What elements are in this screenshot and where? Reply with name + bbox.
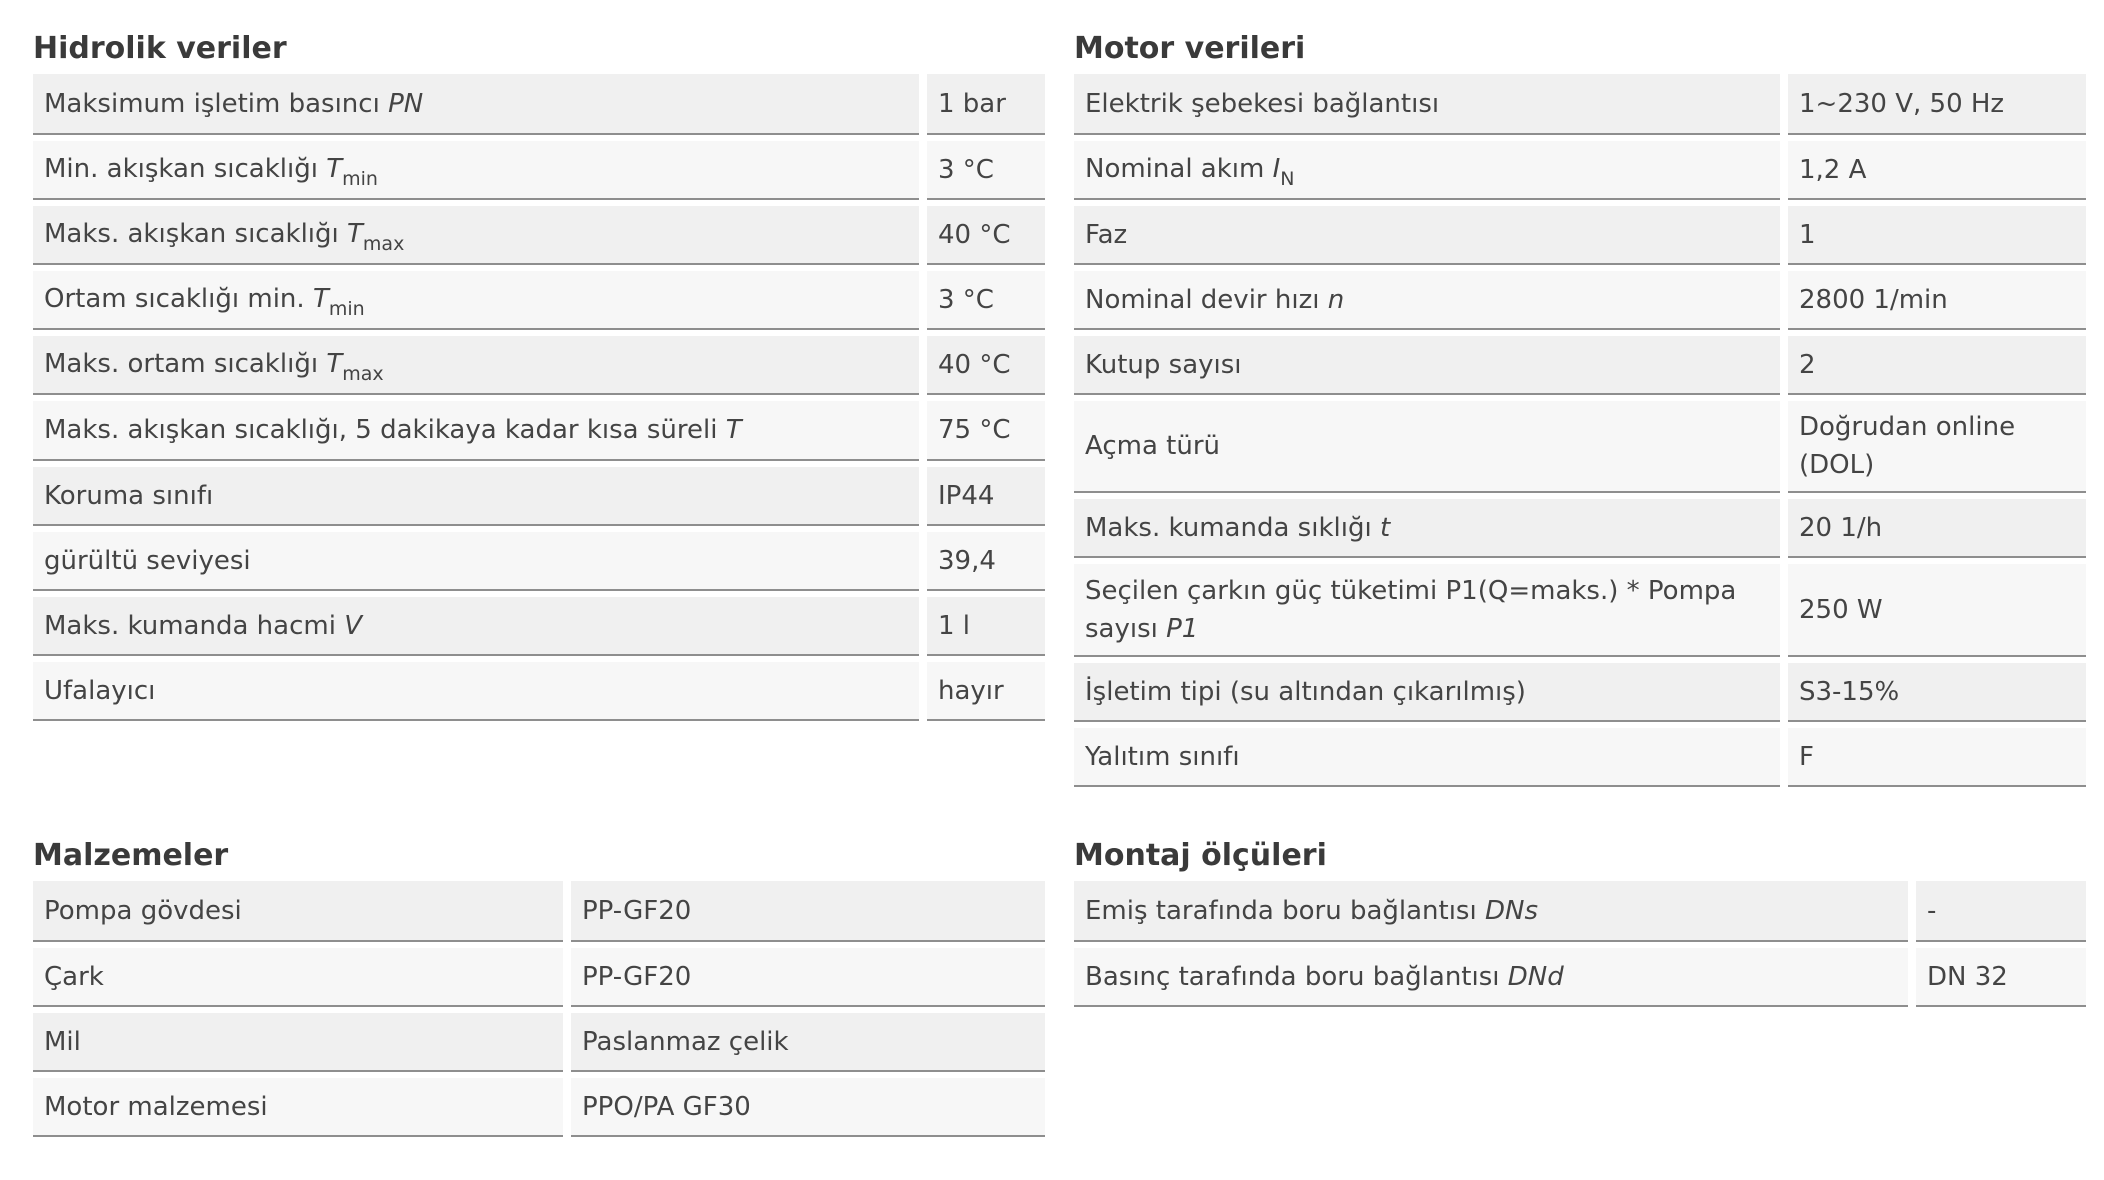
- row-value: 20 1/h: [1788, 499, 2086, 558]
- label-text: Motor malzemesi: [44, 1091, 268, 1122]
- row-label: [33, 1078, 563, 1137]
- symbol-subscript: min: [328, 297, 365, 320]
- mounting-table: [1074, 881, 2086, 1007]
- label-text: Kutup sayısı: [1085, 349, 1242, 380]
- table-row: [1074, 942, 2086, 1007]
- label-text: Açma türü: [1085, 431, 1220, 461]
- row-value: 40 °C: [927, 336, 1045, 395]
- label-text: gürültü seviyesi: [44, 545, 251, 576]
- label-text: Emiş tarafında boru bağlantısı: [1085, 895, 1477, 926]
- row-label: [1074, 74, 1780, 135]
- table-row: [33, 330, 1045, 395]
- table-row: [1074, 74, 2086, 135]
- label-text: Maks. ortam sıcaklığı: [44, 348, 319, 379]
- table-row: [33, 942, 1045, 1007]
- section-title: Malzemeler: [33, 838, 229, 873]
- label-text: Min. akışkan sıcaklığı: [44, 153, 318, 184]
- hydraulic-section: [33, 24, 1045, 721]
- label-text: Faz: [1085, 219, 1128, 250]
- symbol-subscript: N: [1280, 167, 1295, 190]
- symbol: T: [725, 415, 742, 445]
- row-label: [1074, 881, 1908, 942]
- row-value: 2800 1/min: [1788, 271, 2086, 330]
- row-value: 1: [1788, 206, 2086, 265]
- row-value: 1 bar: [927, 74, 1045, 135]
- row-label: [33, 467, 919, 526]
- row-label: [33, 532, 919, 591]
- mounting-section: [1074, 831, 2086, 1007]
- table-row: [1074, 395, 2086, 493]
- row-label: [33, 662, 919, 721]
- symbol-subscript: max: [342, 362, 384, 385]
- label-text: Pompa gövdesi: [44, 895, 242, 926]
- symbol: DNd: [1507, 961, 1564, 992]
- row-label: [33, 206, 919, 265]
- label-text: Seçilen çarkın güç tüketimi P1(Q=maks.) * Pompa sayısı: [1085, 575, 1737, 644]
- symbol: DNs: [1484, 895, 1538, 926]
- hydraulic-table: [33, 74, 1045, 721]
- row-value: PP-GF20: [571, 948, 1045, 1007]
- table-row: [1074, 330, 2086, 395]
- section-title: Montaj ölçüleri: [1074, 838, 1327, 873]
- label-text: Maks. kumanda sıklığı: [1085, 512, 1372, 543]
- row-label: [1074, 271, 1780, 330]
- table-row: [33, 526, 1045, 591]
- row-label: [1074, 206, 1780, 265]
- row-value: 40 °C: [927, 206, 1045, 265]
- symbol: P1: [1166, 613, 1199, 644]
- label-text: Basınç tarafında boru bağlantısı: [1085, 961, 1500, 992]
- symbol-subscript: max: [362, 232, 405, 255]
- table-row: [33, 1007, 1045, 1072]
- row-label: [33, 336, 919, 395]
- label-text: Mil: [44, 1026, 81, 1057]
- table-row: [33, 591, 1045, 656]
- row-label: [1074, 663, 1780, 722]
- symbol: t: [1379, 512, 1391, 543]
- row-value: DN 32: [1916, 948, 2086, 1007]
- symbol: V: [344, 610, 362, 641]
- row-value: PPO/PA GF30: [571, 1078, 1045, 1137]
- row-label: [1074, 728, 1780, 787]
- symbol: T: [312, 283, 329, 314]
- row-label: [33, 597, 919, 656]
- row-value: -: [1916, 881, 2086, 942]
- symbol: I: [1272, 153, 1281, 184]
- row-value: 3 °C: [927, 271, 1045, 330]
- row-value: Paslanmaz çelik: [571, 1013, 1045, 1072]
- label-text: Nominal akım: [1085, 153, 1265, 184]
- row-value: S3-15%: [1788, 663, 2086, 722]
- label-text: Elektrik şebekesi bağlantısı: [1085, 88, 1440, 119]
- motor-table: [1074, 74, 2086, 787]
- label-text: Koruma sınıfı: [44, 480, 214, 511]
- table-row: [33, 656, 1045, 721]
- label-text: Çark: [44, 961, 104, 992]
- table-row: [33, 881, 1045, 942]
- row-label: [33, 401, 919, 461]
- symbol: T: [326, 348, 343, 379]
- row-label: [33, 271, 919, 330]
- table-row: [33, 74, 1045, 135]
- label-text: Ufalayıcı: [44, 675, 156, 706]
- table-row: [33, 200, 1045, 265]
- label-text: Maksimum işletim basıncı: [44, 88, 380, 119]
- table-row: [33, 135, 1045, 200]
- section-title: Motor verileri: [1074, 31, 1306, 66]
- label-text: İşletim tipi (su altından çıkarılmış): [1085, 676, 1526, 707]
- symbol-subscript: min: [342, 167, 378, 190]
- row-label: [1074, 336, 1780, 395]
- row-value: F: [1788, 728, 2086, 787]
- table-row: [1074, 135, 2086, 200]
- label-text: Maks. akışkan sıcaklığı: [44, 218, 339, 249]
- table-row: [33, 1072, 1045, 1137]
- section-title: Hidrolik veriler: [33, 31, 287, 66]
- label-text: Maks. kumanda hacmi: [44, 610, 336, 641]
- label-text: Ortam sıcaklığı min.: [44, 283, 305, 314]
- row-value: IP44: [927, 467, 1045, 526]
- table-row: [1074, 881, 2086, 942]
- row-value: 75 °C: [927, 401, 1045, 461]
- row-label: [1074, 499, 1780, 558]
- label-text: Yalıtım sınıfı: [1085, 741, 1240, 772]
- row-value: 39,4: [927, 532, 1045, 591]
- row-value: Doğrudan online (DOL): [1788, 401, 2086, 493]
- materials-table: [33, 881, 1045, 1137]
- row-label: [33, 74, 919, 135]
- motor-section: [1074, 24, 2086, 787]
- row-value: 1,2 A: [1788, 141, 2086, 200]
- row-value: 3 °C: [927, 141, 1045, 200]
- row-label: [33, 1013, 563, 1072]
- row-label: [1074, 564, 1780, 657]
- row-value: PP-GF20: [571, 881, 1045, 942]
- table-row: [1074, 200, 2086, 265]
- symbol: T: [347, 218, 363, 249]
- row-label: [33, 948, 563, 1007]
- row-value: hayır: [927, 662, 1045, 721]
- row-value: 250 W: [1788, 564, 2086, 657]
- table-row: [33, 461, 1045, 526]
- label-text: Maks. akışkan sıcaklığı, 5 dakikaya kadar kısa süreli: [44, 415, 718, 445]
- table-row: [33, 265, 1045, 330]
- label-text: Nominal devir hızı: [1085, 284, 1320, 315]
- symbol: PN: [388, 88, 424, 119]
- row-value: 1 l: [927, 597, 1045, 656]
- row-label: [33, 881, 563, 942]
- table-row: [1074, 265, 2086, 330]
- symbol: n: [1327, 284, 1345, 315]
- row-label: [1074, 401, 1780, 493]
- row-label: [1074, 141, 1780, 200]
- table-row: [33, 395, 1045, 461]
- table-row: [1074, 558, 2086, 657]
- table-row: [1074, 657, 2086, 722]
- row-value: 2: [1788, 336, 2086, 395]
- table-row: [1074, 493, 2086, 558]
- table-row: [1074, 722, 2086, 787]
- symbol: T: [326, 153, 343, 184]
- row-label: [1074, 948, 1908, 1007]
- row-value: 1~230 V, 50 Hz: [1788, 74, 2086, 135]
- materials-section: [33, 831, 1045, 1137]
- row-label: [33, 141, 919, 200]
